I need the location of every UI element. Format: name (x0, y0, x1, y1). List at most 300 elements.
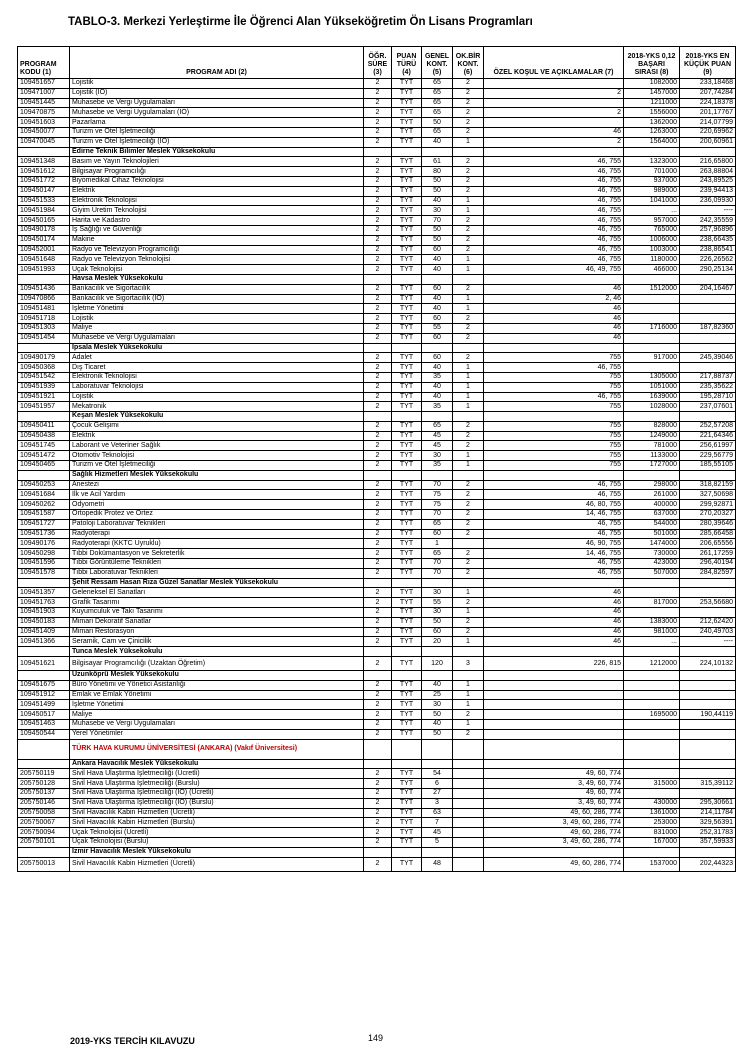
table-row (18, 680, 736, 690)
duration: 2 (364, 98, 392, 108)
program-name: Radyo ve Televizyon Programcılığı (70, 245, 364, 255)
program-code: 109451984 (18, 206, 70, 216)
score-type: TYT (392, 857, 422, 871)
success-rank: 167000 (624, 837, 680, 847)
top-student-quota: 2 (453, 118, 484, 128)
top-student-quota: 1 (453, 461, 484, 471)
top-student-quota: 2 (453, 98, 484, 108)
top-student-quota: 2 (453, 510, 484, 520)
min-score (680, 769, 736, 779)
general-quota: 50 (422, 118, 453, 128)
score-type: TYT (392, 137, 422, 147)
min-score (680, 314, 736, 324)
program-name: Sivil Hava Ulaştırma İşletmeciliği (Ücretli) (70, 769, 364, 779)
score-type: TYT (392, 118, 422, 128)
score-type: TYT (392, 808, 422, 818)
table-row (18, 779, 736, 789)
score-type: TYT (392, 608, 422, 618)
min-score: 195,28710 (680, 392, 736, 402)
top-student-quota: 2 (453, 245, 484, 255)
general-quota: 65 (422, 88, 453, 98)
min-score (680, 690, 736, 700)
empty-cell (18, 147, 70, 157)
score-type: TYT (392, 627, 422, 637)
success-rank (624, 680, 680, 690)
general-quota: 6 (422, 779, 453, 789)
program-code: 109470866 (18, 294, 70, 304)
duration: 2 (364, 608, 392, 618)
min-score: 206,65556 (680, 539, 736, 549)
top-student-quota: 2 (453, 421, 484, 431)
program-code: 109452001 (18, 245, 70, 255)
general-quota: 60 (422, 529, 453, 539)
empty-cell (453, 739, 484, 759)
empty-cell (364, 343, 392, 353)
special-conditions (484, 729, 624, 739)
table-row (18, 441, 736, 451)
general-quota: 35 (422, 372, 453, 382)
general-quota: 30 (422, 608, 453, 618)
score-type: TYT (392, 255, 422, 265)
special-conditions: 46, 755 (484, 529, 624, 539)
special-conditions: 755 (484, 402, 624, 412)
school-name: Keşan Meslek Yüksekokulu (70, 412, 364, 422)
program-name: Turizm ve Otel İşletmeciliği (İÖ) (70, 137, 364, 147)
general-quota: 70 (422, 510, 453, 520)
general-quota: 45 (422, 828, 453, 838)
general-quota: 25 (422, 690, 453, 700)
duration: 2 (364, 710, 392, 720)
table-row (18, 490, 736, 500)
table-row (18, 657, 736, 671)
top-student-quota: 2 (453, 79, 484, 89)
program-name: Pazarlama (70, 118, 364, 128)
program-name: Biyomedikal Cihaz Teknolojisi (70, 176, 364, 186)
school-header-row (18, 578, 736, 588)
header-top-student-quota: OK.BİR KONT. (6) (453, 47, 484, 79)
min-score: 280,39646 (680, 519, 736, 529)
table-row (18, 353, 736, 363)
empty-cell (422, 647, 453, 657)
success-rank: 1564000 (624, 137, 680, 147)
table-row (18, 392, 736, 402)
duration: 2 (364, 510, 392, 520)
success-rank: ... (624, 637, 680, 647)
program-code: 109471007 (18, 88, 70, 98)
program-code: 109451921 (18, 392, 70, 402)
table-row (18, 79, 736, 89)
program-name: Radyoterapi (70, 529, 364, 539)
score-type: TYT (392, 294, 422, 304)
program-code: 205750058 (18, 808, 70, 818)
duration: 2 (364, 245, 392, 255)
top-student-quota: 1 (453, 206, 484, 216)
general-quota: 65 (422, 421, 453, 431)
program-code: 109450253 (18, 480, 70, 490)
general-quota: 50 (422, 235, 453, 245)
empty-cell (484, 343, 624, 353)
school-header-row (18, 847, 736, 857)
special-conditions: 226, 815 (484, 657, 624, 671)
top-student-quota: 1 (453, 137, 484, 147)
program-name: Bilgisayar Programcılığı (70, 167, 364, 177)
special-conditions: 755 (484, 372, 624, 382)
min-score: 263,88804 (680, 167, 736, 177)
empty-cell (18, 671, 70, 681)
top-student-quota: 2 (453, 108, 484, 118)
header-special-conditions: ÖZEL KOŞUL VE AÇIKLAMALAR (7) (484, 47, 624, 79)
school-name: Sağlık Hizmetleri Meslek Yüksekokulu (70, 470, 364, 480)
empty-cell (624, 671, 680, 681)
duration: 2 (364, 769, 392, 779)
min-score: 236,09930 (680, 196, 736, 206)
duration: 2 (364, 637, 392, 647)
program-name: Basım ve Yayın Teknolojileri (70, 157, 364, 167)
success-rank: 1133000 (624, 451, 680, 461)
success-rank: 1537000 (624, 857, 680, 871)
score-type: TYT (392, 245, 422, 255)
score-type: TYT (392, 127, 422, 137)
score-type: TYT (392, 225, 422, 235)
duration: 2 (364, 588, 392, 598)
empty-cell (624, 470, 680, 480)
table-row (18, 588, 736, 598)
duration: 2 (364, 255, 392, 265)
score-type: TYT (392, 363, 422, 373)
general-quota: 35 (422, 402, 453, 412)
duration: 2 (364, 353, 392, 363)
table-row (18, 265, 736, 275)
table-row (18, 627, 736, 637)
empty-cell (364, 412, 392, 422)
empty-cell (453, 847, 484, 857)
empty-cell (624, 578, 680, 588)
duration: 2 (364, 480, 392, 490)
min-score: 285,66458 (680, 529, 736, 539)
table-row (18, 88, 736, 98)
top-student-quota: 1 (453, 196, 484, 206)
general-quota: 40 (422, 720, 453, 730)
general-quota: 60 (422, 314, 453, 324)
score-type: TYT (392, 441, 422, 451)
special-conditions: 46, 755 (484, 186, 624, 196)
success-rank (624, 304, 680, 314)
min-score: 185,55105 (680, 461, 736, 471)
min-score: 216,65800 (680, 157, 736, 167)
empty-cell (624, 274, 680, 284)
program-code: 109450077 (18, 127, 70, 137)
special-conditions: 2 (484, 88, 624, 98)
duration: 2 (364, 392, 392, 402)
top-student-quota: 2 (453, 431, 484, 441)
empty-cell (392, 274, 422, 284)
empty-cell (422, 147, 453, 157)
score-type: TYT (392, 314, 422, 324)
success-rank: 1305000 (624, 372, 680, 382)
empty-cell (364, 147, 392, 157)
top-student-quota: 1 (453, 372, 484, 382)
school-name: Uzunköprü Meslek Yüksekokulu (70, 671, 364, 681)
empty-cell (624, 847, 680, 857)
empty-cell (624, 647, 680, 657)
min-score: 257,96896 (680, 225, 736, 235)
program-name: Sivil Hava Ulaştırma İşletmeciliği (İÖ) (Burslu) (70, 798, 364, 808)
duration: 2 (364, 294, 392, 304)
top-student-quota: 1 (453, 720, 484, 730)
table-row (18, 323, 736, 333)
score-type: TYT (392, 461, 422, 471)
empty-cell (680, 578, 736, 588)
empty-cell (18, 739, 70, 759)
duration: 2 (364, 451, 392, 461)
empty-cell (484, 671, 624, 681)
program-code: 109451603 (18, 118, 70, 128)
general-quota: 60 (422, 353, 453, 363)
score-type: TYT (392, 196, 422, 206)
special-conditions: 46, 755 (484, 480, 624, 490)
success-rank: 1003000 (624, 245, 680, 255)
special-conditions: 2, 46 (484, 294, 624, 304)
program-name: Grafik Tasarımı (70, 598, 364, 608)
success-rank: 917000 (624, 353, 680, 363)
duration: 2 (364, 402, 392, 412)
program-name: Geleneksel El Sanatları (70, 588, 364, 598)
top-student-quota: 2 (453, 480, 484, 490)
min-score (680, 588, 736, 598)
duration: 2 (364, 857, 392, 871)
special-conditions: 46, 755 (484, 167, 624, 177)
score-type: TYT (392, 769, 422, 779)
empty-cell (680, 847, 736, 857)
general-quota: 40 (422, 680, 453, 690)
success-rank: 430000 (624, 798, 680, 808)
success-rank (624, 729, 680, 739)
duration: 2 (364, 559, 392, 569)
special-conditions: 46 (484, 598, 624, 608)
program-code: 109451596 (18, 559, 70, 569)
general-quota: 40 (422, 363, 453, 373)
score-type: TYT (392, 451, 422, 461)
program-name: Muhasebe ve Vergi Uygulamaları (70, 333, 364, 343)
program-code: 205750119 (18, 769, 70, 779)
empty-cell (422, 274, 453, 284)
duration: 2 (364, 539, 392, 549)
top-student-quota: 2 (453, 500, 484, 510)
empty-cell (484, 847, 624, 857)
program-name: Turizm ve Otel İşletmeciliği (70, 461, 364, 471)
duration: 2 (364, 627, 392, 637)
school-header-row (18, 671, 736, 681)
special-conditions: 46, 755 (484, 559, 624, 569)
success-rank: 1361000 (624, 808, 680, 818)
duration: 2 (364, 314, 392, 324)
min-score: 299,92871 (680, 500, 736, 510)
special-conditions: 49, 60, 286, 774 (484, 857, 624, 871)
success-rank (624, 363, 680, 373)
special-conditions: 46, 755 (484, 196, 624, 206)
min-score: 270,20327 (680, 510, 736, 520)
program-name: Çocuk Gelişimi (70, 421, 364, 431)
success-rank: 1474000 (624, 539, 680, 549)
empty-cell (18, 343, 70, 353)
special-conditions: 3, 49, 60, 286, 774 (484, 818, 624, 828)
top-student-quota: 2 (453, 598, 484, 608)
general-quota: 40 (422, 255, 453, 265)
duration: 2 (364, 235, 392, 245)
duration: 2 (364, 176, 392, 186)
score-type: TYT (392, 108, 422, 118)
school-header-row (18, 759, 736, 769)
special-conditions: 46, 755 (484, 216, 624, 226)
success-rank: 828000 (624, 421, 680, 431)
score-type: TYT (392, 157, 422, 167)
general-quota: 65 (422, 108, 453, 118)
special-conditions (484, 79, 624, 89)
special-conditions (484, 98, 624, 108)
success-rank (624, 690, 680, 700)
general-quota: 80 (422, 167, 453, 177)
duration: 2 (364, 118, 392, 128)
general-quota: 50 (422, 710, 453, 720)
score-type: TYT (392, 828, 422, 838)
empty-cell (422, 847, 453, 857)
table-body (18, 79, 736, 872)
table-row (18, 235, 736, 245)
empty-cell (364, 847, 392, 857)
program-name: Dış Ticaret (70, 363, 364, 373)
top-student-quota: 2 (453, 186, 484, 196)
top-student-quota (453, 828, 484, 838)
table-row (18, 206, 736, 216)
table-row (18, 608, 736, 618)
special-conditions: 2 (484, 137, 624, 147)
score-type: TYT (392, 265, 422, 275)
empty-cell (484, 470, 624, 480)
duration: 2 (364, 461, 392, 471)
special-conditions: 3, 49, 60, 774 (484, 798, 624, 808)
top-student-quota: 2 (453, 167, 484, 177)
table-row (18, 431, 736, 441)
success-rank: 466000 (624, 265, 680, 275)
special-conditions: 46, 755 (484, 392, 624, 402)
min-score: 290,25134 (680, 265, 736, 275)
general-quota: 50 (422, 176, 453, 186)
school-header-row (18, 343, 736, 353)
general-quota: 60 (422, 333, 453, 343)
program-name: Emlak ve Emlak Yönetimi (70, 690, 364, 700)
program-name: Radyoterapi (KKTC Uyruklu) (70, 539, 364, 549)
special-conditions: 46 (484, 333, 624, 343)
top-student-quota: 1 (453, 265, 484, 275)
general-quota: 50 (422, 225, 453, 235)
program-code: 109450368 (18, 363, 70, 373)
min-score: ---- (680, 637, 736, 647)
top-student-quota: 2 (453, 617, 484, 627)
table-row (18, 818, 736, 828)
top-student-quota: 1 (453, 304, 484, 314)
table-row (18, 798, 736, 808)
success-rank: ... (624, 206, 680, 216)
program-name: Lojistik (70, 392, 364, 402)
empty-cell (422, 759, 453, 769)
program-name: Uçak Teknolojisi (Ücretli) (70, 828, 364, 838)
general-quota: 70 (422, 559, 453, 569)
general-quota: 40 (422, 382, 453, 392)
min-score: 200,60961 (680, 137, 736, 147)
program-name: Radyo ve Televizyon Teknolojisi (70, 255, 364, 265)
school-name: Edirne Teknik Bilimler Meslek Yüksekokulu (70, 147, 364, 157)
score-type: TYT (392, 568, 422, 578)
general-quota: 30 (422, 451, 453, 461)
general-quota: 63 (422, 808, 453, 818)
score-type: TYT (392, 637, 422, 647)
score-type: TYT (392, 79, 422, 89)
success-rank: 981000 (624, 627, 680, 637)
top-student-quota: 2 (453, 323, 484, 333)
score-type: TYT (392, 216, 422, 226)
success-rank (624, 294, 680, 304)
table-row (18, 510, 736, 520)
top-student-quota: 2 (453, 353, 484, 363)
table-row (18, 690, 736, 700)
program-code: 109490176 (18, 539, 70, 549)
general-quota: 27 (422, 788, 453, 798)
general-quota: 60 (422, 245, 453, 255)
general-quota: 35 (422, 461, 453, 471)
general-quota: 75 (422, 500, 453, 510)
table-row (18, 729, 736, 739)
table-row (18, 539, 736, 549)
duration: 2 (364, 798, 392, 808)
table-row (18, 421, 736, 431)
table-row (18, 769, 736, 779)
empty-cell (422, 671, 453, 681)
program-code: 205750067 (18, 818, 70, 828)
min-score (680, 680, 736, 690)
table-row (18, 294, 736, 304)
score-type: TYT (392, 818, 422, 828)
duration: 2 (364, 549, 392, 559)
general-quota: 3 (422, 798, 453, 808)
min-score: 220,69962 (680, 127, 736, 137)
duration: 2 (364, 186, 392, 196)
school-header-row (18, 412, 736, 422)
program-name: Elektrik (70, 186, 364, 196)
success-rank: 730000 (624, 549, 680, 559)
success-rank: 957000 (624, 216, 680, 226)
program-code: 109451303 (18, 323, 70, 333)
program-code: 109450465 (18, 461, 70, 471)
duration: 2 (364, 108, 392, 118)
general-quota: 60 (422, 627, 453, 637)
empty-cell (422, 470, 453, 480)
empty-cell (453, 759, 484, 769)
score-type: TYT (392, 690, 422, 700)
special-conditions: 755 (484, 451, 624, 461)
program-code: 109450411 (18, 421, 70, 431)
program-name: Sivil Havacılık Kabin Hizmetleri (Ücretli) (70, 808, 364, 818)
empty-cell (624, 147, 680, 157)
score-type: TYT (392, 176, 422, 186)
program-code: 109451612 (18, 167, 70, 177)
program-name: Sivil Havacılık Kabin Hizmetleri (Ücretli) (70, 857, 364, 871)
program-name: Elektronik Teknolojisi (70, 196, 364, 206)
empty-cell (392, 343, 422, 353)
program-name: Muhasebe ve Vergi Uygulamaları (İÖ) (70, 108, 364, 118)
top-student-quota (453, 788, 484, 798)
program-name: Turizm ve Otel İşletmeciliği (70, 127, 364, 137)
duration: 2 (364, 657, 392, 671)
